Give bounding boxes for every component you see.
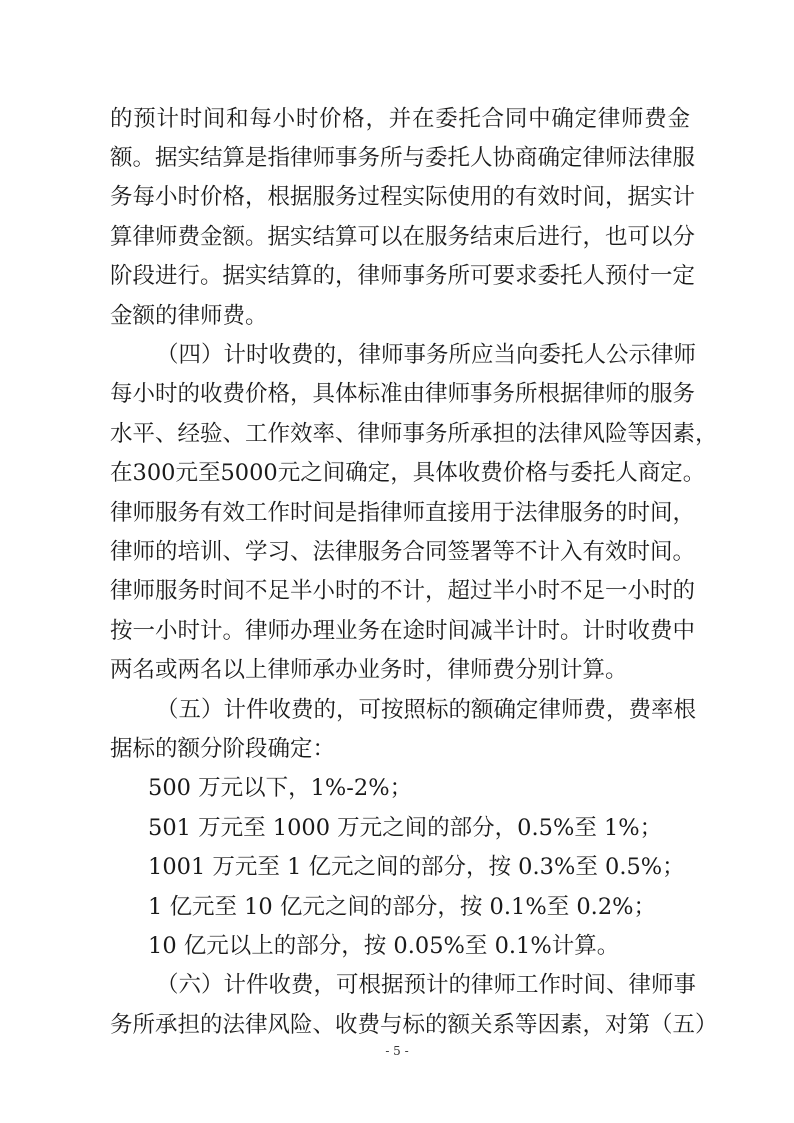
text-line: 额。据实结算是指律师事务所与委托人协商确定律师法律服 xyxy=(110,145,696,171)
fee-tier-1: 500 万元以下，1%-2%； xyxy=(148,775,413,801)
text-line: 务每小时价格，根据服务过程实际使用的有效时间，据实计 xyxy=(110,184,696,210)
paragraph-start-six: （六）计件收费，可根据预计的律师工作时间、律师事 xyxy=(156,972,697,998)
page-number: - 5 - xyxy=(385,1044,409,1058)
text-line: 水平、经验、工作效率、律师事务所承担的法律风险等因素， xyxy=(110,421,718,447)
fee-tier-4: 1 亿元至 10 亿元之间的部分，按 0.1%至 0.2%； xyxy=(148,894,657,920)
text-line: 的预计时间和每小时价格，并在委托合同中确定律师费金 xyxy=(110,106,690,132)
text-line: 务所承担的法律风险、收费与标的额关系等因素，对第（五） xyxy=(110,1012,718,1038)
text-line: 在300元至5000元之间确定，具体收费价格与委托人商定。 xyxy=(110,460,706,486)
text-line: 律师的培训、学习、法律服务合同签署等不计入有效时间。 xyxy=(110,539,696,565)
text-line: 两名或两名以上律师承办业务时，律师费分别计算。 xyxy=(110,657,628,683)
text-line: 按一小时计。律师办理业务在途时间减半计时。计时收费中 xyxy=(110,618,696,644)
text-line: 金额的律师费。 xyxy=(110,303,268,329)
paragraph-start-four: （四）计时收费的，律师事务所应当向委托人公示律师 xyxy=(156,342,697,368)
text-line: 据标的额分阶段确定： xyxy=(110,736,336,762)
paragraph-start-five: （五）计件收费的，可按照标的额确定律师费，费率根 xyxy=(156,697,697,723)
fee-tier-3: 1001 万元至 1 亿元之间的部分，按 0.3%至 0.5%； xyxy=(148,854,685,880)
text-line: 阶段进行。据实结算的，律师事务所可要求委托人预付一定 xyxy=(110,263,696,289)
fee-tier-2: 501 万元至 1000 万元之间的部分，0.5%至 1%； xyxy=(148,815,663,841)
text-line: 算律师费金额。据实结算可以在服务结束后进行，也可以分 xyxy=(110,224,696,250)
fee-tier-5: 10 亿元以上的部分，按 0.05%至 0.1%计算。 xyxy=(148,933,620,959)
text-line: 律师服务有效工作时间是指律师直接用于法律服务的时间， xyxy=(110,500,696,526)
text-line: 每小时的收费价格，具体标准由律师事务所根据律师的服务 xyxy=(110,381,696,407)
text-line: 律师服务时间不足半小时的不计，超过半小时不足一小时的 xyxy=(110,578,696,604)
